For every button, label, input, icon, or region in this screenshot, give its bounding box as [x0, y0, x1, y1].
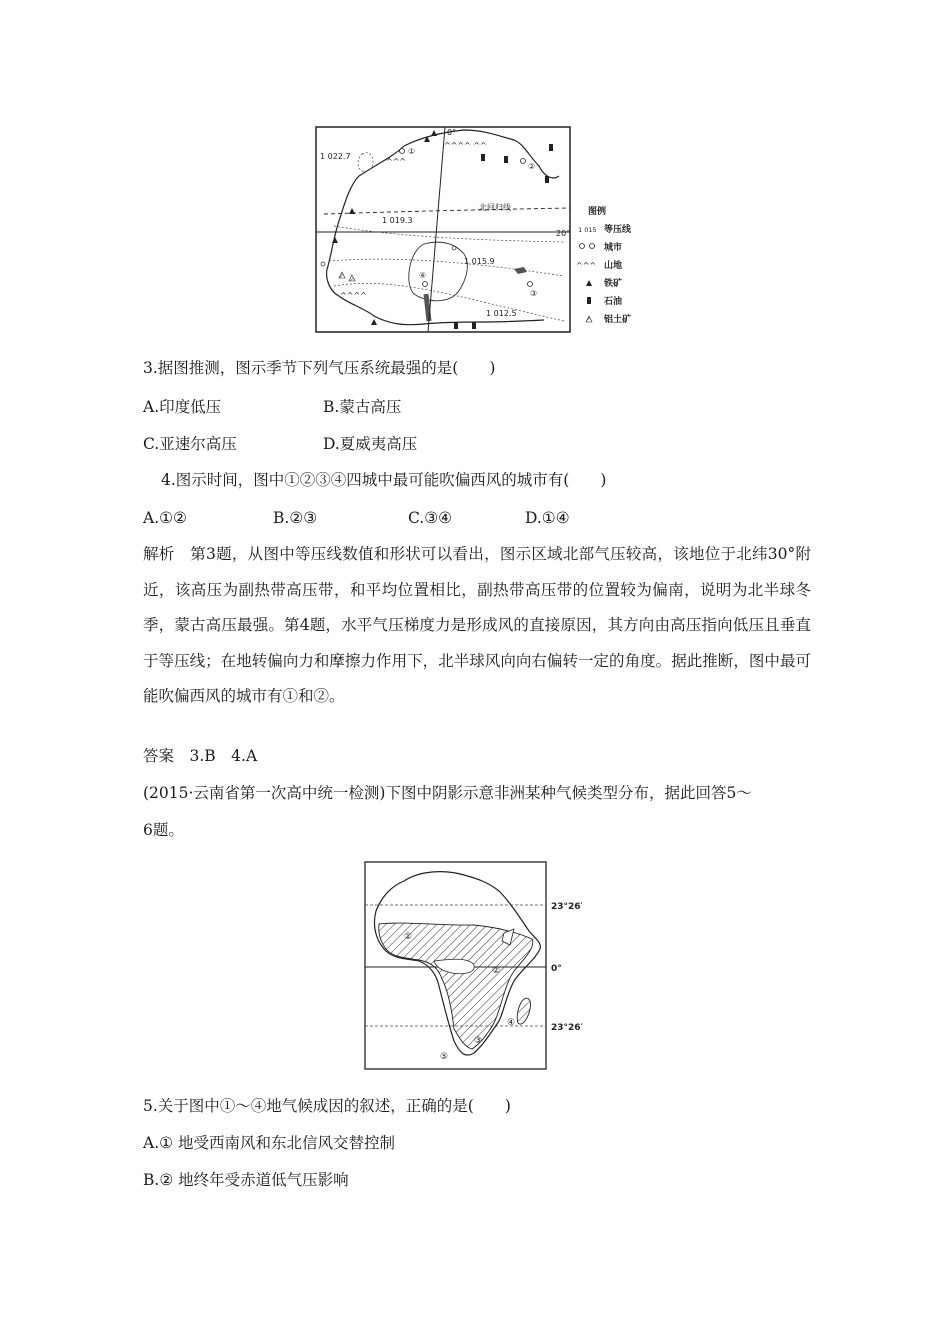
marker-3: ③	[474, 1036, 483, 1046]
q3-option-a: A.印度低压	[143, 398, 222, 416]
q4-option-d: D.①④	[525, 509, 570, 527]
legend-mountain-icon: ^^^	[576, 261, 597, 270]
isobar-label: 1 022.7	[320, 152, 351, 161]
lon-label: 0°	[447, 128, 457, 137]
mountain-icon: ^^^^ ^^	[444, 141, 487, 150]
question-5-stem: 5.关于图中①～④地气候成因的叙述，正确的是( )	[143, 1097, 511, 1115]
legend-item: 城市	[604, 243, 623, 253]
lat-label: 20°	[556, 229, 571, 238]
marker-1: ①	[404, 932, 413, 942]
legend-item: 石油	[604, 297, 623, 307]
isobar-label: 1 019.3	[382, 216, 413, 225]
marker-5: ⑤	[440, 1052, 449, 1062]
q3-option-c: C.亚速尔高压	[143, 435, 237, 453]
oil-icon	[481, 154, 485, 161]
river-mouth	[426, 294, 429, 321]
legend-item: 铁矿	[604, 279, 623, 289]
legend-item: 铝土矿	[604, 315, 632, 325]
city-marker-1: ①	[408, 147, 416, 156]
question-4-stem: 4.图示时间，图中①②③④四城中最可能吹偏西风的城市有( )	[161, 471, 607, 489]
city-marker-4: ④	[419, 271, 427, 280]
legend-city-icon	[580, 244, 585, 249]
legend-isobar-sample: 1 015	[578, 226, 597, 234]
legend-iron-icon	[586, 280, 592, 286]
tropic-label: 北回归线	[479, 203, 511, 212]
intro-line-1: (2015·云南省第一次高中统一检测)下图中阴影示意非洲某种气候类型分布，据此回答5～	[143, 784, 752, 802]
mountain-icon: ^^^^	[340, 291, 367, 300]
legend-item: 等压线	[604, 225, 632, 235]
africa-climate-map	[364, 861, 604, 1071]
map-legend	[576, 205, 632, 325]
oil-icon	[454, 322, 458, 329]
legend-city-icon	[590, 244, 595, 249]
mountain-icon: ^^^	[386, 157, 407, 166]
oil-icon	[472, 322, 476, 329]
marker-2: ②	[492, 966, 501, 976]
legend-oil-icon	[587, 297, 591, 304]
oil-icon	[545, 176, 549, 183]
q5-option-b: B.② 地终年受赤道低气压影响	[143, 1171, 349, 1189]
q3-option-b: B.蒙古高压	[323, 398, 402, 416]
oil-icon	[549, 144, 553, 151]
marker-4: ④	[507, 1018, 516, 1028]
legend-title: 图例	[588, 207, 607, 217]
legend-item: 山地	[604, 261, 623, 271]
isobar-map	[314, 126, 654, 334]
lat-label-south: 23°26′	[551, 1023, 583, 1033]
oil-icon	[504, 156, 508, 163]
q4-option-c: C.③④	[408, 509, 453, 527]
legend-bauxite-icon	[586, 316, 592, 322]
isobar-label: 1 015.9	[464, 257, 495, 266]
question-3-stem: 3.据图推测，图示季节下列气压系统最强的是( )	[143, 359, 496, 377]
answer-line: 答案 3.B 4.A	[143, 747, 258, 765]
q3-option-d: D.夏威夷高压	[323, 435, 418, 453]
lat-label-north: 23°26′	[551, 902, 583, 912]
intro-line-2: 6题。	[143, 821, 184, 839]
q4-option-b: B.②③	[273, 509, 318, 527]
analysis-paragraph: 解析 第3题，从图中等压线数值和形状可以看出，图示区域北部气压较高，该地位于北纬30°附近，该高压为副热带高压带，和平均位置相比，副热带高压带的位置较为偏南，说明为北半球冬季，蒙古高压最强。第4题，水平气压梯度力是形成风的直接原因，其方向由高压指向低压且垂直于等压线；在地转偏向力和摩擦力作用下，北半球风向向右偏转一定的角度。据此推断，图中最可能吹偏西风的城市有①和②。	[143, 545, 811, 705]
city-marker-3: ③	[530, 289, 538, 298]
isobar-label: 1 012.5	[486, 309, 517, 318]
q5-option-a: A.① 地受西南风和东北信风交替控制	[143, 1134, 395, 1152]
q4-option-a: A.①②	[143, 509, 187, 527]
lat-label-equator: 0°	[551, 964, 562, 974]
city-marker-2: ②	[528, 162, 536, 171]
